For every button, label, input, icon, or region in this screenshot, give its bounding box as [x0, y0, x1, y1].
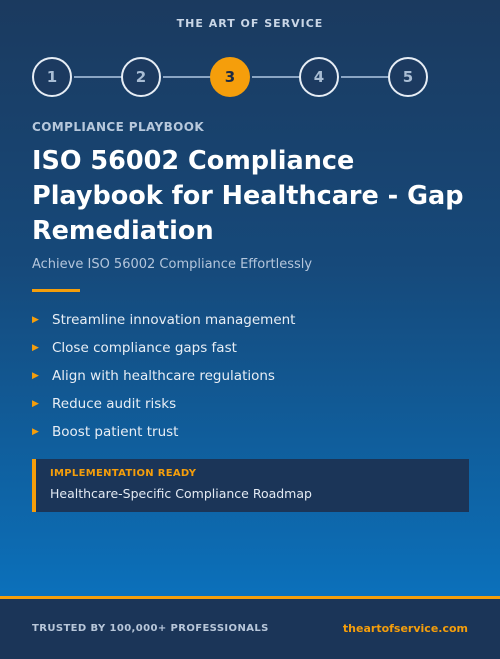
footer — [0, 596, 500, 659]
list-item — [32, 390, 295, 418]
triangle-right-icon: ▶ — [32, 371, 39, 381]
step-1: 1 — [32, 57, 72, 97]
callout-label: IMPLEMENTATION READY — [50, 468, 197, 479]
step-connector — [74, 76, 122, 78]
step-5: 5 — [388, 57, 428, 97]
feature-text: Reduce audit risks — [52, 396, 177, 412]
feature-text: Align with healthcare regulations — [52, 368, 275, 384]
triangle-right-icon: ▶ — [32, 427, 39, 437]
step-4: 4 — [299, 57, 339, 97]
feature-list — [32, 306, 295, 446]
accent-divider — [32, 289, 80, 292]
feature-text: Close compliance gaps fast — [52, 340, 237, 356]
feature-text: Boost patient trust — [52, 424, 179, 440]
website-link[interactable]: theartofservice.com — [342, 622, 468, 635]
triangle-right-icon: ▶ — [32, 315, 39, 325]
list-item — [32, 362, 295, 390]
triangle-right-icon: ▶ — [32, 399, 39, 409]
kicker-label: COMPLIANCE PLAYBOOK — [32, 120, 205, 134]
list-item — [32, 306, 295, 334]
brand-name: THE ART OF SERVICE — [176, 17, 324, 30]
feature-text: Streamline innovation management — [52, 312, 296, 328]
list-item — [32, 334, 295, 362]
step-connector — [252, 76, 300, 78]
list-item — [32, 418, 295, 446]
step-progress — [32, 57, 430, 97]
step-connector — [163, 76, 211, 78]
triangle-right-icon: ▶ — [32, 343, 39, 353]
step-2: 2 — [121, 57, 161, 97]
page-title: ISO 56002 Compliance Playbook for Healthcare - Gap Remediation — [32, 146, 464, 246]
implementation-callout — [32, 459, 469, 512]
subtitle: Achieve ISO 56002 Compliance Effortlessly — [32, 257, 313, 272]
step-connector — [341, 76, 389, 78]
step-3: 3 — [210, 57, 250, 97]
callout-text: Healthcare-Specific Compliance Roadmap — [50, 486, 312, 501]
trust-statement: TRUSTED BY 100,000+ PROFESSIONALS — [32, 623, 269, 634]
